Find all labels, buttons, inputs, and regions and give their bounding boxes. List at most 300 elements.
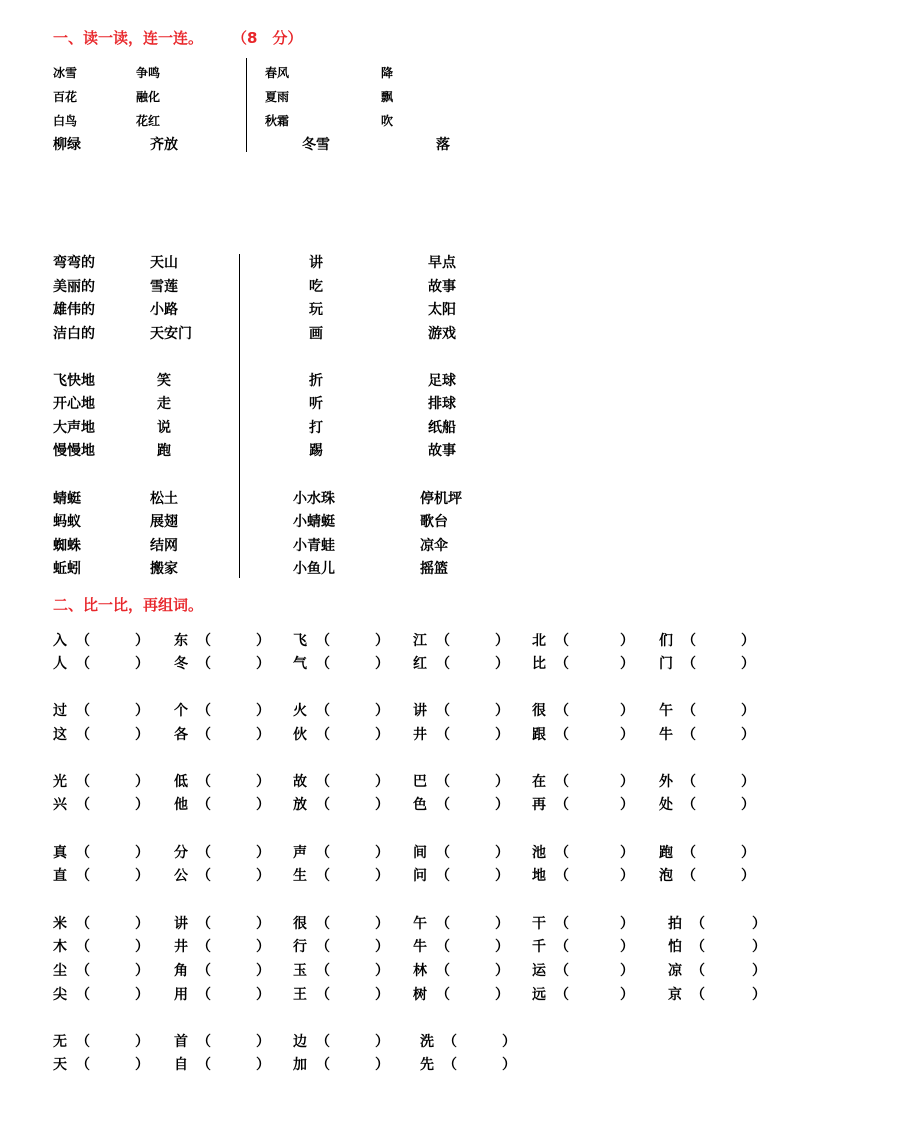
answer-close-paren[interactable]: ）: [375, 845, 389, 861]
answer-close-paren[interactable]: ）: [256, 987, 270, 1003]
character: 声: [293, 845, 307, 861]
answer-close-paren[interactable]: ）: [375, 1034, 389, 1050]
match-left-pair: 天山: [150, 255, 178, 271]
answer-open-paren[interactable]: （: [76, 916, 90, 932]
answer-close-paren[interactable]: ）: [495, 987, 509, 1003]
answer-open-paren[interactable]: （: [316, 868, 330, 884]
character: 门: [659, 656, 673, 672]
answer-close-paren[interactable]: ）: [495, 939, 509, 955]
answer-open-paren[interactable]: （: [555, 868, 569, 884]
answer-close-paren[interactable]: ）: [741, 633, 755, 649]
answer-close-paren[interactable]: ）: [620, 939, 634, 955]
answer-open-paren[interactable]: （: [197, 939, 211, 955]
answer-close-paren[interactable]: ）: [135, 1034, 149, 1050]
character: 凉: [668, 963, 682, 979]
character: 江: [413, 633, 427, 649]
answer-close-paren[interactable]: ）: [741, 868, 755, 884]
match-left-pair: 搬家: [150, 561, 178, 577]
match-left-pair: 结网: [150, 538, 178, 554]
answer-close-paren[interactable]: ）: [620, 987, 634, 1003]
character: 井: [413, 727, 427, 743]
match-right-word: 小青蛙: [293, 538, 335, 554]
character: 飞: [293, 633, 307, 649]
answer-open-paren[interactable]: （: [316, 774, 330, 790]
answer-open-paren[interactable]: （: [436, 633, 450, 649]
answer-close-paren[interactable]: ）: [256, 868, 270, 884]
answer-open-paren[interactable]: （: [682, 797, 696, 813]
character: 东: [174, 633, 188, 649]
answer-close-paren[interactable]: ）: [495, 845, 509, 861]
answer-open-paren[interactable]: （: [197, 633, 211, 649]
match-left-pair: 跑: [157, 443, 171, 459]
match-left-word: 弯弯的: [53, 255, 95, 271]
character: 拍: [668, 916, 682, 932]
character: 比: [532, 656, 546, 672]
match-right-word: 玩: [309, 302, 323, 318]
character: 讲: [174, 916, 188, 932]
character: 在: [532, 774, 546, 790]
character: 真: [53, 845, 67, 861]
answer-close-paren[interactable]: ）: [135, 868, 149, 884]
character: 无: [53, 1034, 67, 1050]
answer-open-paren[interactable]: （: [76, 963, 90, 979]
answer-open-paren[interactable]: （: [197, 963, 211, 979]
character: 加: [293, 1057, 307, 1073]
answer-open-paren[interactable]: （: [197, 774, 211, 790]
character: 树: [413, 987, 427, 1003]
match-left-word: 美丽的: [53, 279, 95, 295]
character: 他: [174, 797, 188, 813]
answer-close-paren[interactable]: ）: [135, 633, 149, 649]
section1-score: （8 分）: [232, 29, 303, 47]
answer-open-paren[interactable]: （: [682, 727, 696, 743]
match-right-word: 吃: [309, 279, 323, 295]
answer-open-paren[interactable]: （: [316, 916, 330, 932]
answer-open-paren[interactable]: （: [316, 1057, 330, 1073]
answer-open-paren[interactable]: （: [76, 868, 90, 884]
answer-close-paren[interactable]: ）: [135, 939, 149, 955]
character: 各: [174, 727, 188, 743]
answer-close-paren[interactable]: ）: [375, 774, 389, 790]
answer-close-paren[interactable]: ）: [752, 963, 766, 979]
answer-open-paren[interactable]: （: [436, 987, 450, 1003]
answer-open-paren[interactable]: （: [316, 987, 330, 1003]
answer-close-paren[interactable]: ）: [375, 656, 389, 672]
answer-open-paren[interactable]: （: [76, 939, 90, 955]
character: 远: [532, 987, 546, 1003]
answer-open-paren[interactable]: （: [316, 797, 330, 813]
match-right-word: 小蜻蜓: [293, 514, 335, 530]
character: 火: [293, 703, 307, 719]
answer-close-paren[interactable]: ）: [256, 797, 270, 813]
answer-close-paren[interactable]: ）: [256, 963, 270, 979]
match-right-pair: 故事: [428, 279, 456, 295]
match-left-word: 慢慢地: [53, 443, 95, 459]
answer-open-paren[interactable]: （: [682, 868, 696, 884]
character: 跟: [532, 727, 546, 743]
character: 用: [174, 987, 188, 1003]
answer-close-paren[interactable]: ）: [375, 703, 389, 719]
answer-open-paren[interactable]: （: [76, 987, 90, 1003]
character: 王: [293, 987, 307, 1003]
character: 午: [413, 916, 427, 932]
character: 泡: [659, 868, 673, 884]
answer-open-paren[interactable]: （: [691, 987, 705, 1003]
answer-close-paren[interactable]: ）: [256, 703, 270, 719]
match-left-pair: 花红: [136, 114, 161, 128]
answer-open-paren[interactable]: （: [197, 916, 211, 932]
answer-close-paren[interactable]: ）: [375, 987, 389, 1003]
answer-close-paren[interactable]: ）: [620, 868, 634, 884]
character: 很: [293, 916, 307, 932]
answer-close-paren[interactable]: ）: [256, 656, 270, 672]
match-left-pair: 小路: [150, 302, 178, 318]
character: 很: [532, 703, 546, 719]
answer-open-paren[interactable]: （: [682, 845, 696, 861]
answer-open-paren[interactable]: （: [436, 963, 450, 979]
answer-open-paren[interactable]: （: [316, 1034, 330, 1050]
match-right-word: 小鱼儿: [293, 561, 335, 577]
answer-close-paren[interactable]: ）: [375, 963, 389, 979]
match-left-word: 白鸟: [53, 114, 78, 128]
answer-open-paren[interactable]: （: [316, 845, 330, 861]
character: 讲: [413, 703, 427, 719]
match-right-pair: 歌台: [420, 514, 448, 530]
answer-open-paren[interactable]: （: [682, 656, 696, 672]
answer-open-paren[interactable]: （: [197, 703, 211, 719]
answer-close-paren[interactable]: ）: [256, 1034, 270, 1050]
answer-open-paren[interactable]: （: [682, 703, 696, 719]
match-left-word: 飞快地: [53, 373, 95, 389]
character: 人: [53, 656, 67, 672]
character: 北: [532, 633, 546, 649]
character: 边: [293, 1034, 307, 1050]
character: 牛: [413, 939, 427, 955]
answer-close-paren[interactable]: ）: [135, 703, 149, 719]
character: 京: [668, 987, 682, 1003]
match-right-pair: 故事: [428, 443, 456, 459]
answer-close-paren[interactable]: ）: [375, 939, 389, 955]
answer-close-paren[interactable]: ）: [741, 797, 755, 813]
answer-close-paren[interactable]: ）: [135, 963, 149, 979]
answer-close-paren[interactable]: ）: [620, 633, 634, 649]
match-right-pair: 太阳: [428, 302, 456, 318]
character: 怕: [668, 939, 682, 955]
answer-close-paren[interactable]: ）: [752, 987, 766, 1003]
match-right-pair: 纸船: [428, 420, 456, 436]
match-left-word: 洁白的: [53, 326, 95, 342]
answer-close-paren[interactable]: ）: [620, 727, 634, 743]
answer-open-paren[interactable]: （: [197, 1034, 211, 1050]
section1-title: 一、读一读，连一连。: [53, 29, 204, 47]
character: 个: [174, 703, 188, 719]
answer-close-paren[interactable]: ）: [495, 703, 509, 719]
answer-close-paren[interactable]: ）: [495, 656, 509, 672]
answer-open-paren[interactable]: （: [197, 727, 211, 743]
answer-close-paren[interactable]: ）: [375, 797, 389, 813]
match-right-word: 踢: [309, 443, 323, 459]
character: 首: [174, 1034, 188, 1050]
answer-close-paren[interactable]: ）: [135, 916, 149, 932]
character: 尖: [53, 987, 67, 1003]
character: 行: [293, 939, 307, 955]
answer-close-paren[interactable]: ）: [502, 1034, 516, 1050]
character: 间: [413, 845, 427, 861]
character: 兴: [53, 797, 67, 813]
answer-close-paren[interactable]: ）: [135, 774, 149, 790]
character: 低: [174, 774, 188, 790]
answer-open-paren[interactable]: （: [682, 774, 696, 790]
answer-open-paren[interactable]: （: [316, 703, 330, 719]
answer-open-paren[interactable]: （: [555, 963, 569, 979]
character: 外: [659, 774, 673, 790]
character: 牛: [659, 727, 673, 743]
answer-close-paren[interactable]: ）: [620, 963, 634, 979]
answer-open-paren[interactable]: （: [76, 774, 90, 790]
character: 地: [532, 868, 546, 884]
answer-open-paren[interactable]: （: [197, 987, 211, 1003]
character: 洗: [420, 1034, 434, 1050]
answer-close-paren[interactable]: ）: [135, 656, 149, 672]
match-right-pair: 落: [436, 137, 450, 153]
answer-open-paren[interactable]: （: [555, 916, 569, 932]
answer-open-paren[interactable]: （: [691, 939, 705, 955]
answer-open-paren[interactable]: （: [316, 939, 330, 955]
match-right-pair: 凉伞: [420, 538, 448, 554]
answer-open-paren[interactable]: （: [443, 1057, 457, 1073]
character: 巴: [413, 774, 427, 790]
answer-open-paren[interactable]: （: [316, 963, 330, 979]
answer-open-paren[interactable]: （: [197, 845, 211, 861]
character: 再: [532, 797, 546, 813]
character: 处: [659, 797, 673, 813]
answer-close-paren[interactable]: ）: [256, 939, 270, 955]
answer-open-paren[interactable]: （: [76, 656, 90, 672]
answer-open-paren[interactable]: （: [197, 868, 211, 884]
answer-close-paren[interactable]: ）: [375, 633, 389, 649]
answer-open-paren[interactable]: （: [436, 916, 450, 932]
character: 红: [413, 656, 427, 672]
character: 尘: [53, 963, 67, 979]
match-left-word: 雄伟的: [53, 302, 95, 318]
character: 千: [532, 939, 546, 955]
match-left-pair: 松土: [150, 491, 178, 507]
match-left-pair: 展翅: [150, 514, 178, 530]
match-left-pair: 雪莲: [150, 279, 178, 295]
match-left-word: 开心地: [53, 396, 95, 412]
character: 放: [293, 797, 307, 813]
answer-close-paren[interactable]: ）: [135, 797, 149, 813]
answer-open-paren[interactable]: （: [555, 633, 569, 649]
character: 气: [293, 656, 307, 672]
answer-close-paren[interactable]: ）: [495, 633, 509, 649]
match-right-word: 夏雨: [265, 90, 290, 104]
answer-open-paren[interactable]: （: [316, 633, 330, 649]
answer-close-paren[interactable]: ）: [375, 727, 389, 743]
answer-close-paren[interactable]: ）: [741, 845, 755, 861]
answer-open-paren[interactable]: （: [76, 633, 90, 649]
match-right-word: 打: [309, 420, 323, 436]
answer-close-paren[interactable]: ）: [495, 963, 509, 979]
character: 角: [174, 963, 188, 979]
match-right-word: 冬雪: [302, 137, 330, 153]
answer-open-paren[interactable]: （: [555, 656, 569, 672]
answer-close-paren[interactable]: ）: [495, 727, 509, 743]
answer-open-paren[interactable]: （: [555, 774, 569, 790]
answer-close-paren[interactable]: ）: [256, 727, 270, 743]
character: 们: [659, 633, 673, 649]
answer-close-paren[interactable]: ）: [620, 656, 634, 672]
answer-close-paren[interactable]: ）: [256, 916, 270, 932]
answer-close-paren[interactable]: ）: [135, 845, 149, 861]
answer-close-paren[interactable]: ）: [256, 774, 270, 790]
match-right-pair: 停机坪: [420, 491, 462, 507]
answer-open-paren[interactable]: （: [436, 797, 450, 813]
character: 木: [53, 939, 67, 955]
answer-open-paren[interactable]: （: [443, 1034, 457, 1050]
character: 运: [532, 963, 546, 979]
answer-close-paren[interactable]: ）: [375, 916, 389, 932]
divider-line-2: [239, 254, 240, 578]
character: 米: [53, 916, 67, 932]
answer-close-paren[interactable]: ）: [375, 868, 389, 884]
answer-open-paren[interactable]: （: [436, 939, 450, 955]
match-right-pair: 摇篮: [420, 561, 448, 577]
answer-open-paren[interactable]: （: [197, 656, 211, 672]
answer-close-paren[interactable]: ）: [620, 797, 634, 813]
character: 跑: [659, 845, 673, 861]
match-left-pair: 融化: [136, 90, 161, 104]
match-right-pair: 吹: [381, 114, 394, 128]
answer-close-paren[interactable]: ）: [256, 633, 270, 649]
answer-open-paren[interactable]: （: [436, 845, 450, 861]
match-left-word: 蚂蚁: [53, 514, 81, 530]
character: 问: [413, 868, 427, 884]
answer-open-paren[interactable]: （: [436, 656, 450, 672]
answer-open-paren[interactable]: （: [76, 703, 90, 719]
answer-close-paren[interactable]: ）: [620, 845, 634, 861]
match-right-word: 讲: [309, 255, 323, 271]
match-right-pair: 游戏: [428, 326, 456, 342]
answer-open-paren[interactable]: （: [76, 797, 90, 813]
answer-open-paren[interactable]: （: [555, 987, 569, 1003]
character: 光: [53, 774, 67, 790]
answer-close-paren[interactable]: ）: [375, 1057, 389, 1073]
answer-close-paren[interactable]: ）: [135, 1057, 149, 1073]
character: 井: [174, 939, 188, 955]
answer-open-paren[interactable]: （: [436, 703, 450, 719]
match-left-word: 柳绿: [53, 137, 81, 153]
answer-close-paren[interactable]: ）: [741, 774, 755, 790]
answer-open-paren[interactable]: （: [197, 1057, 211, 1073]
match-right-word: 秋霜: [265, 114, 290, 128]
match-right-pair: 飘: [381, 90, 394, 104]
match-left-pair: 笑: [157, 373, 171, 389]
answer-close-paren[interactable]: ）: [620, 916, 634, 932]
answer-close-paren[interactable]: ）: [495, 797, 509, 813]
match-left-pair: 天安门: [150, 326, 192, 342]
match-right-pair: 足球: [428, 373, 456, 389]
character: 生: [293, 868, 307, 884]
match-right-word: 画: [309, 326, 323, 342]
character: 干: [532, 916, 546, 932]
match-right-word: 小水珠: [293, 491, 335, 507]
answer-open-paren[interactable]: （: [555, 797, 569, 813]
answer-open-paren[interactable]: （: [316, 656, 330, 672]
answer-open-paren[interactable]: （: [436, 868, 450, 884]
character: 公: [174, 868, 188, 884]
match-left-pair: 说: [157, 420, 171, 436]
answer-close-paren[interactable]: ）: [741, 656, 755, 672]
answer-open-paren[interactable]: （: [436, 727, 450, 743]
character: 入: [53, 633, 67, 649]
answer-open-paren[interactable]: （: [682, 633, 696, 649]
answer-close-paren[interactable]: ）: [495, 868, 509, 884]
divider-line-1: [246, 58, 247, 152]
answer-close-paren[interactable]: ）: [256, 845, 270, 861]
character: 玉: [293, 963, 307, 979]
match-left-word: 冰雪: [53, 66, 78, 80]
character: 冬: [174, 656, 188, 672]
character: 先: [420, 1057, 434, 1073]
answer-open-paren[interactable]: （: [316, 727, 330, 743]
answer-close-paren[interactable]: ）: [741, 703, 755, 719]
match-left-word: 蜘蛛: [53, 538, 81, 554]
character: 池: [532, 845, 546, 861]
answer-close-paren[interactable]: ）: [495, 916, 509, 932]
answer-open-paren[interactable]: （: [436, 774, 450, 790]
match-left-word: 百花: [53, 90, 78, 104]
answer-open-paren[interactable]: （: [197, 797, 211, 813]
answer-close-paren[interactable]: ）: [502, 1057, 516, 1073]
answer-close-paren[interactable]: ）: [256, 1057, 270, 1073]
answer-close-paren[interactable]: ）: [752, 939, 766, 955]
match-left-word: 蚯蚓: [53, 561, 81, 577]
match-right-word: 春风: [265, 66, 290, 80]
answer-open-paren[interactable]: （: [555, 703, 569, 719]
answer-open-paren[interactable]: （: [691, 963, 705, 979]
character: 自: [174, 1057, 188, 1073]
answer-close-paren[interactable]: ）: [495, 774, 509, 790]
answer-close-paren[interactable]: ）: [752, 916, 766, 932]
match-left-word: 大声地: [53, 420, 95, 436]
character: 分: [174, 845, 188, 861]
answer-close-paren[interactable]: ）: [135, 987, 149, 1003]
character: 过: [53, 703, 67, 719]
match-right-word: 折: [309, 373, 323, 389]
match-left-pair: 争鸣: [136, 66, 161, 80]
character: 这: [53, 727, 67, 743]
answer-close-paren[interactable]: ）: [135, 727, 149, 743]
answer-open-paren[interactable]: （: [555, 939, 569, 955]
match-right-pair: 排球: [428, 396, 456, 412]
answer-close-paren[interactable]: ）: [741, 727, 755, 743]
character: 伙: [293, 727, 307, 743]
answer-close-paren[interactable]: ）: [620, 703, 634, 719]
match-right-word: 听: [309, 396, 323, 412]
match-left-word: 蜻蜓: [53, 491, 81, 507]
answer-open-paren[interactable]: （: [555, 727, 569, 743]
answer-open-paren[interactable]: （: [76, 727, 90, 743]
answer-open-paren[interactable]: （: [76, 1057, 90, 1073]
answer-open-paren[interactable]: （: [76, 1034, 90, 1050]
answer-open-paren[interactable]: （: [691, 916, 705, 932]
answer-open-paren[interactable]: （: [555, 845, 569, 861]
answer-open-paren[interactable]: （: [76, 845, 90, 861]
match-right-pair: 早点: [428, 255, 456, 271]
section2-title: 二、比一比，再组词。: [53, 596, 204, 614]
answer-close-paren[interactable]: ）: [620, 774, 634, 790]
